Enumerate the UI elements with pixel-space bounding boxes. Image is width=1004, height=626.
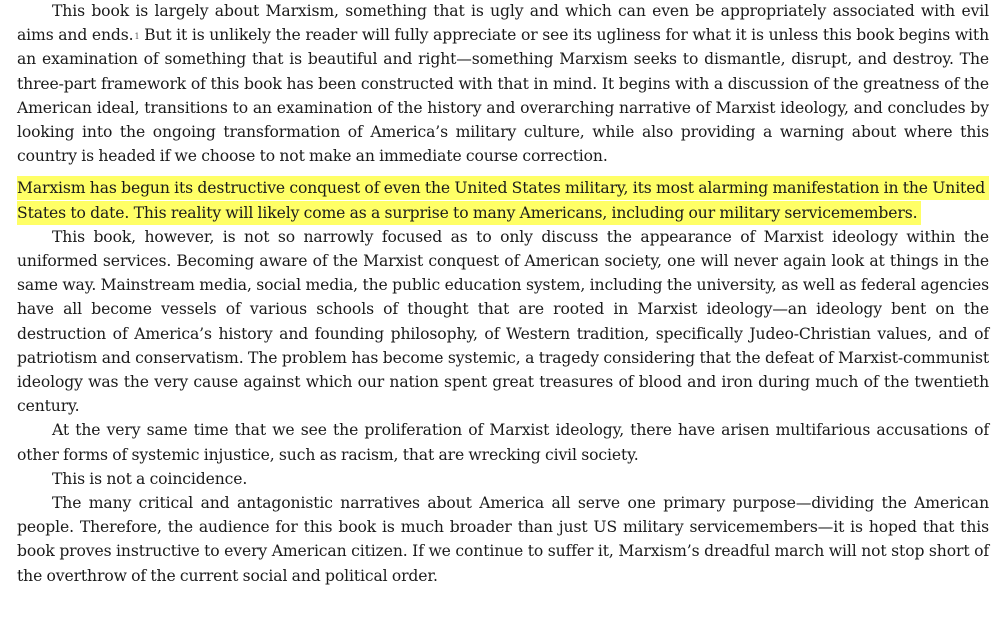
body-paragraph-4: The many critical and antagonistic narratives about America all serve one primary purpose—dividing the American people. Therefore, the audience for this book is much broader than just US military servicemembers—it is hoped that this book proves instructive to every American citizen. If we continue to suffer it, Marxism’s dreadful march will not stop short of the overthrow of the current social and political order.: [17, 494, 989, 585]
intro-paragraph: [17, 0, 989, 168]
intro-text-part-1: This book is largely about Marxism, something that is ugly and which can even be appropriately associated with evil aims and ends.: [17, 2, 989, 45]
highlighted-text: Marxism has begun its destructive conquest of even the United States military, its most alarming manifestation in the United States to date. This reality will likely come as a surprise to many Americans, including our military servicemembers.: [17, 176, 989, 224]
body-paragraph-3: This is not a coincidence.: [52, 469, 248, 488]
highlighted-paragraph: [17, 176, 989, 224]
intro-text-part-2: But it is unlikely the reader will fully appreciate or see its ugliness for what it is unless this book begins with an examination of something that is beautiful and right—something Marxism seeks to dismantle, disrupt, and destroy. The three-part framework of this book has been constructed with that in mind. It begins with a discussion of the greatness of the American ideal, transitions to an examination of the history and overarching narrative of Marxist ideology, and concludes by looking into the ongoing transformation of America’s military culture, while also providing a warning about where this country is headed if we choose to not make an immediate course correction.: [17, 26, 989, 166]
highlighted-block: [0, 176, 989, 224]
body-paragraph-2: At the very same time that we see the proliferation of Marxist ideology, there have arisen multifarious accusations of other forms of systemic injustice, such as racism, that are wrecking civil society.: [17, 421, 989, 464]
document-page: [17, 0, 989, 588]
footnote-marker[interactable]: 1: [134, 32, 140, 42]
body-paragraph-1: This book, however, is not so narrowly focused as to only discuss the appearance of Marxist ideology within the uniformed services. Becoming aware of the Marxist conquest of American society, one will never again look at things in the same way. Mainstream media, social media, the public education system, including the university, as well as federal agencies have all become vessels of various schools of thought that are rooted in Marxist ideology—an ideology bent on the destruction of America’s history and founding philosophy, of Western tradition, specifically Judeo-Christian values, and of patriotism and conservatism. The problem has become systemic, a tragedy considering that the defeat of Marxist-communist ideology was the very cause against which our nation spent great treasures of blood and iron during much of the twentieth century.: [17, 227, 989, 416]
